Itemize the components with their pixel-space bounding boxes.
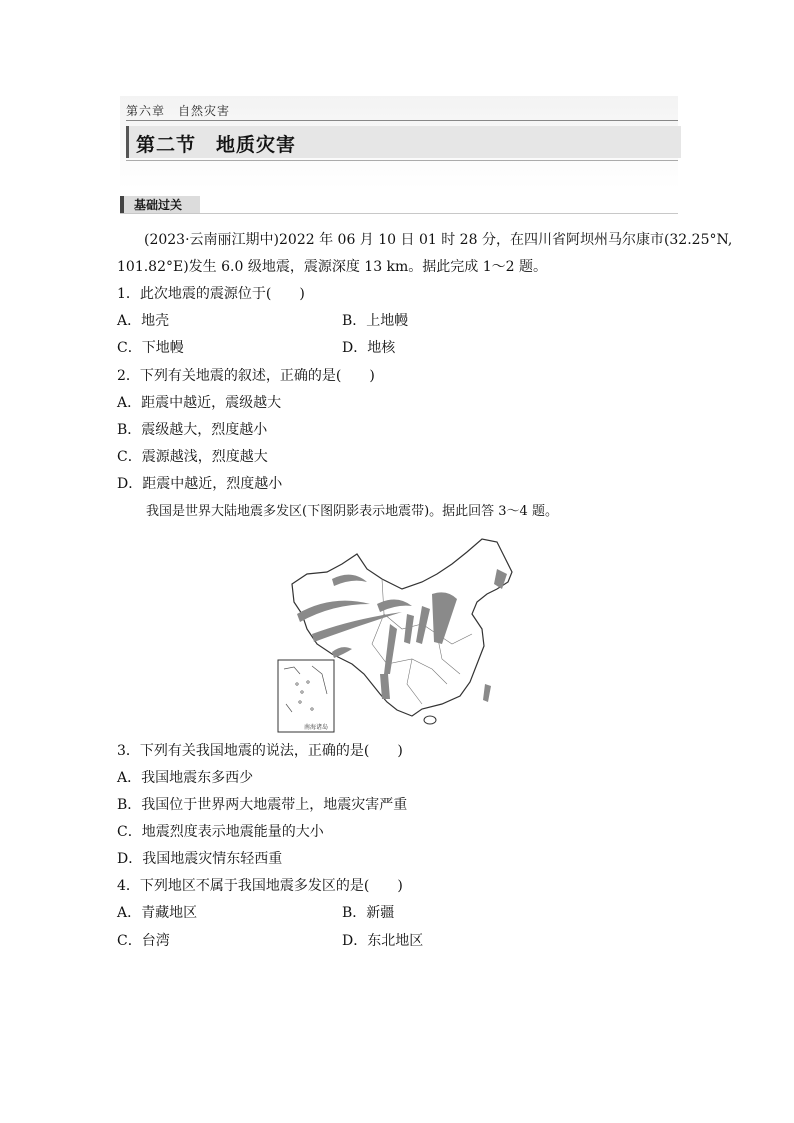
section-divider (120, 213, 678, 214)
q3-option-b: B．我国位于世界两大地震带上，地震灾害严重 (117, 797, 408, 813)
inset-label: 南海诸岛 (303, 724, 329, 731)
intro1-line1: (2023·云南丽江期中)2022 年 06 月 10 日 01 时 28 分，在四川省阿坝州马尔康市(32.25°N, (144, 232, 733, 248)
map-svg (272, 534, 522, 734)
q2-option-d: D．距震中越近，烈度越小 (117, 476, 283, 492)
q1-option-b: B．上地幔 (342, 313, 409, 329)
belt-taiwan (483, 684, 491, 702)
q3-option-c: C．地震烈度表示地震能量的大小 (117, 824, 324, 840)
q2-option-b: B．震级越大，烈度越小 (117, 422, 268, 438)
q3-option-d: D．我国地震灾情东轻西重 (117, 851, 283, 867)
chapter-divider (126, 120, 678, 121)
intro2: 我国是世界大陆地震多发区(下图阴影表示地震带)。据此回答 3～4 题。 (146, 504, 558, 519)
page-title: 第二节 地质灾害 (136, 134, 297, 156)
china-seismic-map (272, 534, 522, 734)
inset-frame (278, 660, 334, 732)
hainan-island (424, 716, 436, 724)
q1-option-c: C．下地幔 (117, 340, 184, 356)
q4-option-d: D．东北地区 (342, 933, 424, 949)
section-tag: 基础过关 (120, 196, 200, 214)
intro1-line2: 101.82°E)发生 6.0 级地震，震源深度 13 km。据此完成 1～2 题。 (117, 259, 548, 275)
title-divider (126, 160, 678, 161)
q3-option-a: A．我国地震东多西少 (117, 770, 254, 786)
q2-option-a: A．距震中越近，震级越大 (117, 395, 282, 411)
q1-stem: 1．此次地震的震源位于( ) (117, 286, 305, 302)
q4-stem: 4．下列地区不属于我国地震多发区的是( ) (117, 878, 403, 894)
q4-option-b: B．新疆 (342, 905, 395, 921)
q4-option-a: A．青藏地区 (117, 905, 198, 921)
q3-stem: 3．下列有关我国地震的说法，正确的是( ) (117, 743, 403, 759)
chapter-label: 第六章 自然灾害 (126, 104, 231, 118)
q4-option-c: C．台湾 (117, 933, 170, 949)
q1-option-a: A．地壳 (117, 313, 170, 329)
q2-stem: 2．下列有关地震的叙述，正确的是( ) (117, 368, 375, 384)
q1-option-d: D．地核 (342, 340, 396, 356)
q2-option-c: C．震源越浅，烈度越大 (117, 449, 268, 465)
